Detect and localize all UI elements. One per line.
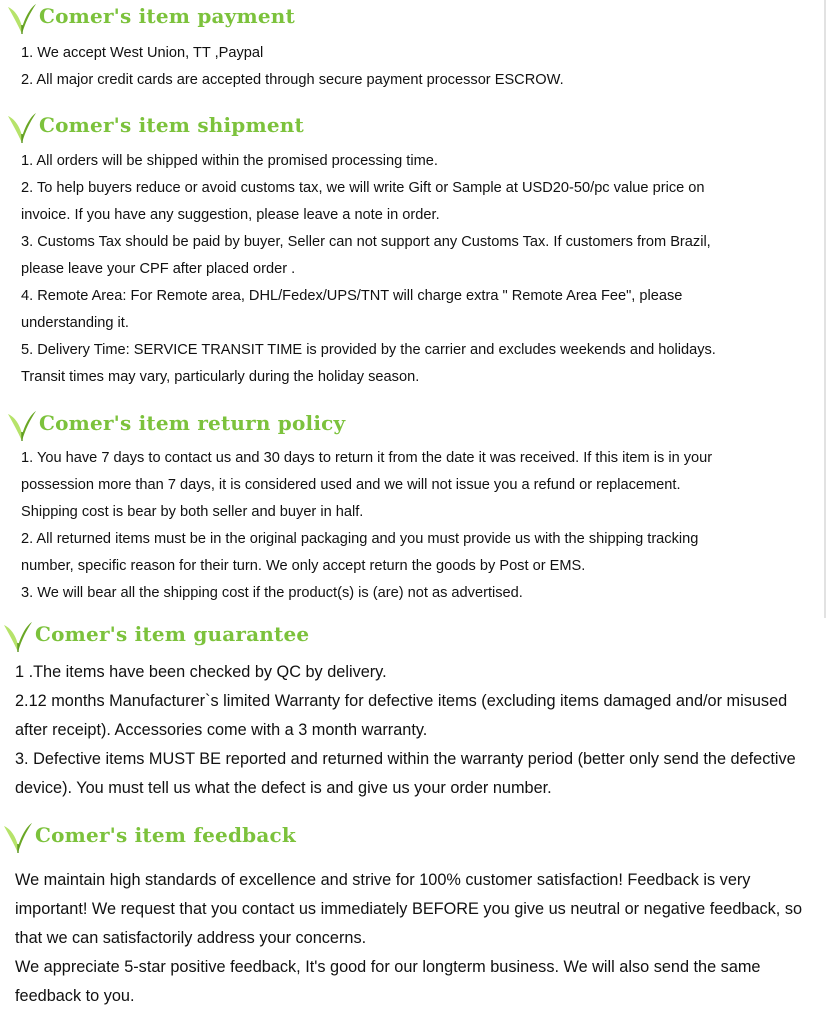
shipment-heading: Comer's item shipment — [39, 113, 304, 137]
feedback-heading: Comer's item feedback — [35, 823, 296, 847]
return-policy-line-3: Shipping cost is bear by both seller and buyer in half. — [21, 504, 364, 520]
guarantee-line-4: 3. Defective items MUST BE reported and returned within the warranty period (better only send the defective — [15, 750, 796, 768]
payment-heading: Comer's item payment — [39, 4, 295, 28]
shipment-line-3: invoice. If you have any suggestion, please leave a note in order. — [21, 207, 440, 223]
feedback-line-3: that we can satisfactorily address your concerns. — [15, 929, 367, 947]
return-policy-line-6: 3. We will bear all the shipping cost if the product(s) is (are) not as advertised. — [21, 585, 523, 601]
shipment-line-1: 1. All orders will be shipped within the promised processing time. — [21, 153, 438, 169]
feedback-line-1: We maintain high standards of excellence and strive for 100% customer satisfaction! Feedback is very — [15, 871, 751, 889]
shipment-line-9: Transit times may vary, particularly during the holiday season. — [21, 369, 420, 385]
return-policy-line-2: possession more than 7 days, it is considered used and we will not issue you a refund or replacement. — [21, 477, 681, 493]
shipment-line-7: understanding it. — [21, 315, 129, 331]
shipment-line-8: 5. Delivery Time: SERVICE TRANSIT TIME is provided by the carrier and excludes weekends and holidays. — [21, 342, 716, 358]
guarantee-line-5: device). You must tell us what the defect is and give us your order number. — [15, 779, 552, 797]
guarantee-heading: Comer's item guarantee — [35, 622, 310, 646]
feedback-line-5: feedback to you. — [15, 987, 135, 1005]
shipment-line-5: please leave your CPF after placed order . — [21, 261, 296, 277]
leaf-sprout-icon — [7, 408, 39, 442]
return-policy-line-5: number, specific reason for their turn. We only accept return the goods by Post or EMS. — [21, 558, 586, 574]
leaf-sprout-icon — [3, 619, 35, 653]
guarantee-line-3: after receipt). Accessories come with a 3 month warranty. — [15, 721, 428, 739]
guarantee-line-1: 1 .The items have been checked by QC by delivery. — [15, 663, 387, 681]
leaf-sprout-icon — [7, 1, 39, 35]
feedback-line-4: We appreciate 5-star positive feedback, It's good for our longterm business. We will also send the same — [15, 958, 761, 976]
return-policy-heading: Comer's item return policy — [39, 411, 346, 435]
feedback-line-2: important! We request that you contact us immediately BEFORE you give us neutral or negative feedback, so — [15, 900, 803, 918]
return-policy-line-1: 1. You have 7 days to contact us and 30 days to return it from the date it was received. If this item is in your — [21, 450, 713, 466]
right-edge-rule — [824, 0, 826, 618]
payment-line-2: 2. All major credit cards are accepted through secure payment processor ESCROW. — [21, 72, 564, 88]
shipment-line-2: 2. To help buyers reduce or avoid customs tax, we will write Gift or Sample at USD20-50/pc value price on — [21, 180, 705, 196]
leaf-sprout-icon — [3, 820, 35, 854]
leaf-sprout-icon — [7, 110, 39, 144]
return-policy-line-4: 2. All returned items must be in the original packaging and you must provide us with the shipping tracking — [21, 531, 699, 547]
shipment-line-6: 4. Remote Area: For Remote area, DHL/Fedex/UPS/TNT will charge extra " Remote Area Fee", please — [21, 288, 683, 304]
guarantee-line-2: 2.12 months Manufacturer`s limited Warranty for defective items (excluding items damaged and/or misused — [15, 692, 788, 710]
payment-line-1: 1. We accept West Union, TT ,Paypal — [21, 45, 264, 61]
shipment-line-4: 3. Customs Tax should be paid by buyer, Seller can not support any Customs Tax. If customers from Brazil, — [21, 234, 711, 250]
